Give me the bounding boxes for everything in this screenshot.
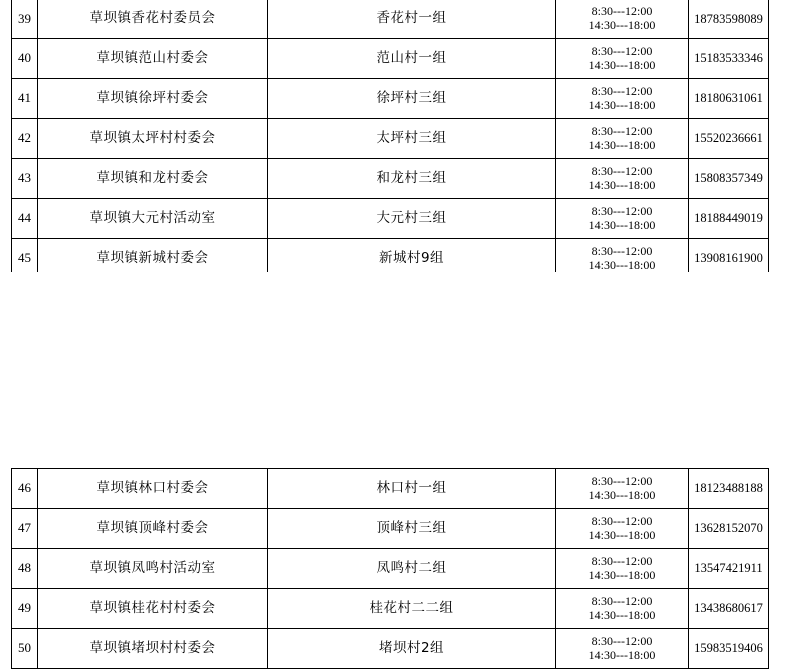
table-row [12,629,769,669]
table-row [12,549,769,589]
row-index: 46 [12,469,38,509]
row-address: 新城村9组 [268,239,556,279]
row-address: 林口村一组 [268,469,556,509]
row-index: 44 [12,199,38,239]
row-address: 和龙村三组 [268,159,556,199]
row-phone: 15983519406 [689,629,769,669]
row-phone: 13547421911 [689,549,769,589]
row-address: 范山村一组 [268,39,556,79]
row-service-time [556,589,689,629]
row-address: 顶峰村三组 [268,509,556,549]
row-name: 草坝镇范山村委会 [38,39,268,79]
row-name: 草坝镇顶峰村委会 [38,509,268,549]
service-time-afternoon: 14:30---18:00 [588,257,656,272]
row-index: 50 [12,629,38,669]
row-address: 香花村一组 [268,0,556,39]
table-body-top [12,0,769,279]
row-service-time [556,549,689,589]
service-time-afternoon: 14:30---18:00 [588,177,656,192]
row-phone: 18188449019 [689,199,769,239]
service-time-morning: 8:30---12:00 [591,83,653,98]
row-name: 草坝镇堵坝村村委会 [38,629,268,669]
row-index: 42 [12,119,38,159]
service-time-afternoon: 14:30---18:00 [588,567,656,582]
row-address: 太坪村三组 [268,119,556,159]
row-phone: 18180631061 [689,79,769,119]
row-phone: 18123488188 [689,469,769,509]
row-index: 48 [12,549,38,589]
service-time-morning: 8:30---12:00 [591,633,653,648]
table-row [12,589,769,629]
row-service-time [556,119,689,159]
row-name: 草坝镇桂花村村委会 [38,589,268,629]
table-row [12,0,769,39]
table-row [12,39,769,79]
table-row [12,159,769,199]
row-index: 47 [12,509,38,549]
row-service-time [556,629,689,669]
row-service-time [556,509,689,549]
table-row [12,199,769,239]
table-row [12,119,769,159]
service-time-afternoon: 14:30---18:00 [588,527,656,542]
row-service-time [556,0,689,39]
service-time-morning: 8:30---12:00 [591,513,653,528]
row-name: 草坝镇林口村委会 [38,469,268,509]
row-phone: 15183533346 [689,39,769,79]
service-time-morning: 8:30---12:00 [591,593,653,608]
row-name: 草坝镇太坪村村委会 [38,119,268,159]
row-address: 堵坝村2组 [268,629,556,669]
row-name: 草坝镇和龙村委会 [38,159,268,199]
row-phone: 13908161900 [689,239,769,279]
page-separator [0,370,794,371]
row-service-time [556,79,689,119]
row-index: 39 [12,0,38,39]
service-time-afternoon: 14:30---18:00 [588,18,656,32]
row-phone: 13628152070 [689,509,769,549]
service-point-table-top [11,0,769,279]
service-time-morning: 8:30---12:00 [591,473,653,488]
row-service-time [556,199,689,239]
service-time-afternoon: 14:30---18:00 [588,137,656,152]
row-service-time [556,39,689,79]
row-address: 凤鸣村二组 [268,549,556,589]
service-time-afternoon: 14:30---18:00 [588,217,656,232]
service-time-afternoon: 14:30---18:00 [588,487,656,502]
table-row [12,79,769,119]
row-name: 草坝镇香花村委员会 [38,0,268,39]
row-address: 桂花村二二组 [268,589,556,629]
row-name: 草坝镇凤鸣村活动室 [38,549,268,589]
table-row [12,469,769,509]
service-time-morning: 8:30---12:00 [591,553,653,568]
service-time-afternoon: 14:30---18:00 [588,607,656,622]
row-index: 41 [12,79,38,119]
row-index: 49 [12,589,38,629]
row-address: 大元村三组 [268,199,556,239]
row-phone: 18783598089 [689,0,769,39]
service-time-morning: 8:30---12:00 [591,43,653,58]
service-point-table-bottom [11,468,769,669]
row-index: 43 [12,159,38,199]
service-time-morning: 8:30---12:00 [591,243,653,258]
row-service-time [556,469,689,509]
service-time-morning: 8:30---12:00 [591,163,653,178]
table-row [12,509,769,549]
service-time-morning: 8:30---12:00 [591,123,653,138]
row-name: 草坝镇新城村委会 [38,239,268,279]
service-time-morning: 8:30---12:00 [591,4,653,19]
service-time-morning: 8:30---12:00 [591,203,653,218]
row-name: 草坝镇大元村活动室 [38,199,268,239]
table-body-bottom [12,469,769,669]
row-index: 40 [12,39,38,79]
service-time-afternoon: 14:30---18:00 [588,97,656,112]
service-time-afternoon: 14:30---18:00 [588,647,656,662]
row-address: 徐坪村三组 [268,79,556,119]
row-index: 45 [12,239,38,279]
row-service-time [556,159,689,199]
row-phone: 15808357349 [689,159,769,199]
service-time-afternoon: 14:30---18:00 [588,57,656,72]
row-phone: 13438680617 [689,589,769,629]
row-phone: 15520236661 [689,119,769,159]
row-name: 草坝镇徐坪村委会 [38,79,268,119]
